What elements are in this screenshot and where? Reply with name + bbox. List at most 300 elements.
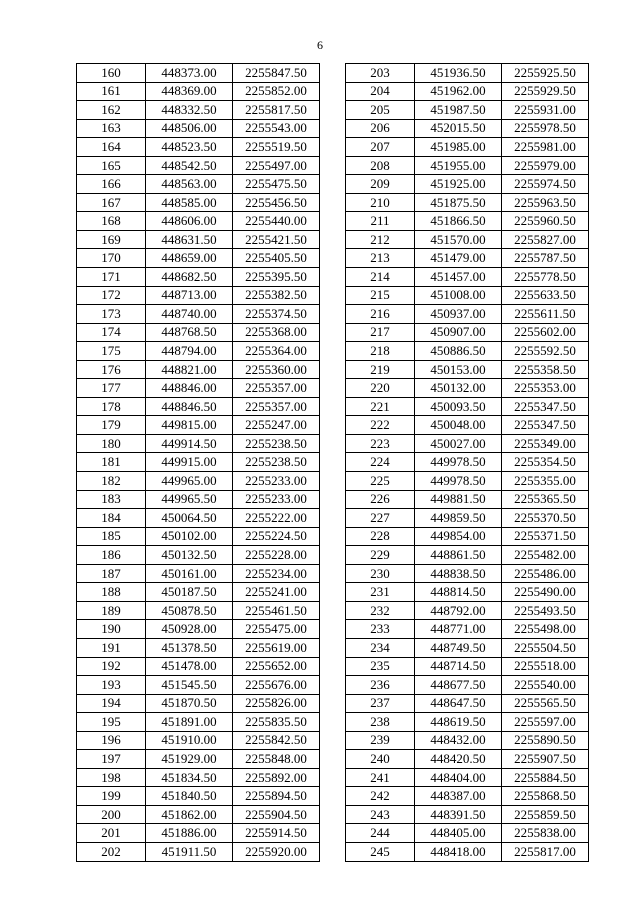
- table-row: [77, 82, 320, 101]
- y-coordinate-cell: 2255518.00: [502, 657, 589, 676]
- x-coordinate-cell: 451955.00: [415, 156, 502, 175]
- x-coordinate-cell: 451910.00: [146, 731, 233, 750]
- table-row: [77, 657, 320, 676]
- y-coordinate-cell: 2255475.00: [233, 620, 320, 639]
- x-coordinate-cell: 448740.00: [146, 305, 233, 324]
- table-row: [346, 138, 589, 157]
- point-number-cell: 184: [77, 509, 146, 528]
- y-coordinate-cell: 2255974.50: [502, 175, 589, 194]
- y-coordinate-cell: 2255960.50: [502, 212, 589, 231]
- table-row: [77, 472, 320, 491]
- x-coordinate-cell: 450886.50: [415, 342, 502, 361]
- point-number-cell: 219: [346, 360, 415, 379]
- y-coordinate-cell: 2255907.50: [502, 750, 589, 769]
- y-coordinate-cell: 2255497.00: [233, 156, 320, 175]
- point-number-cell: 199: [77, 787, 146, 806]
- x-coordinate-cell: 448631.50: [146, 230, 233, 249]
- table-row: [77, 323, 320, 342]
- x-coordinate-cell: 448585.00: [146, 193, 233, 212]
- point-number-cell: 185: [77, 527, 146, 546]
- x-coordinate-cell: 448405.00: [415, 824, 502, 843]
- y-coordinate-cell: 2255371.50: [502, 527, 589, 546]
- x-coordinate-cell: 451457.00: [415, 268, 502, 287]
- x-coordinate-cell: 450928.00: [146, 620, 233, 639]
- point-number-cell: 205: [346, 101, 415, 120]
- coordinates-table-right: [345, 63, 589, 862]
- point-number-cell: 243: [346, 805, 415, 824]
- table-row: [346, 472, 589, 491]
- y-coordinate-cell: 2255238.50: [233, 453, 320, 472]
- x-coordinate-cell: 449915.00: [146, 453, 233, 472]
- x-coordinate-cell: 449978.50: [415, 472, 502, 491]
- table-row: [346, 175, 589, 194]
- y-coordinate-cell: 2255592.50: [502, 342, 589, 361]
- y-coordinate-cell: 2255357.00: [233, 397, 320, 416]
- y-coordinate-cell: 2255842.50: [233, 731, 320, 750]
- x-coordinate-cell: 448647.50: [415, 694, 502, 713]
- table-row: [346, 379, 589, 398]
- y-coordinate-cell: 2255835.50: [233, 713, 320, 732]
- table-row: [77, 713, 320, 732]
- x-coordinate-cell: 451936.50: [415, 64, 502, 83]
- table-row: [77, 453, 320, 472]
- table-row: [346, 305, 589, 324]
- x-coordinate-cell: 449815.00: [146, 416, 233, 435]
- point-number-cell: 245: [346, 842, 415, 861]
- y-coordinate-cell: 2255540.00: [502, 676, 589, 695]
- x-coordinate-cell: 448846.00: [146, 379, 233, 398]
- point-number-cell: 197: [77, 750, 146, 769]
- y-coordinate-cell: 2255493.50: [502, 601, 589, 620]
- y-coordinate-cell: 2255368.00: [233, 323, 320, 342]
- point-number-cell: 191: [77, 638, 146, 657]
- table-row: [77, 360, 320, 379]
- table-row: [346, 842, 589, 861]
- y-coordinate-cell: 2255347.50: [502, 416, 589, 435]
- table-row: [77, 249, 320, 268]
- point-number-cell: 203: [346, 64, 415, 83]
- point-number-cell: 178: [77, 397, 146, 416]
- x-coordinate-cell: 449965.00: [146, 472, 233, 491]
- point-number-cell: 236: [346, 676, 415, 695]
- point-number-cell: 228: [346, 527, 415, 546]
- table-row: [77, 193, 320, 212]
- point-number-cell: 183: [77, 490, 146, 509]
- table-row: [77, 64, 320, 83]
- y-coordinate-cell: 2255981.00: [502, 138, 589, 157]
- y-coordinate-cell: 2255519.50: [233, 138, 320, 157]
- point-number-cell: 190: [77, 620, 146, 639]
- table-row: [346, 212, 589, 231]
- x-coordinate-cell: 448713.00: [146, 286, 233, 305]
- y-coordinate-cell: 2255597.00: [502, 713, 589, 732]
- y-coordinate-cell: 2255353.00: [502, 379, 589, 398]
- table-row: [346, 397, 589, 416]
- table-row: [346, 156, 589, 175]
- point-number-cell: 210: [346, 193, 415, 212]
- y-coordinate-cell: 2255884.50: [502, 768, 589, 787]
- x-coordinate-cell: 451911.50: [146, 842, 233, 861]
- x-coordinate-cell: 451985.00: [415, 138, 502, 157]
- point-number-cell: 218: [346, 342, 415, 361]
- x-coordinate-cell: 450937.00: [415, 305, 502, 324]
- table-row: [346, 546, 589, 565]
- table-row: [77, 564, 320, 583]
- point-number-cell: 207: [346, 138, 415, 157]
- y-coordinate-cell: 2255978.50: [502, 119, 589, 138]
- table-row: [77, 620, 320, 639]
- x-coordinate-cell: 450878.50: [146, 601, 233, 620]
- point-number-cell: 181: [77, 453, 146, 472]
- table-row: [346, 323, 589, 342]
- point-number-cell: 230: [346, 564, 415, 583]
- x-coordinate-cell: 452015.50: [415, 119, 502, 138]
- y-coordinate-cell: 2255233.00: [233, 490, 320, 509]
- x-coordinate-cell: 448861.50: [415, 546, 502, 565]
- x-coordinate-cell: 448420.50: [415, 750, 502, 769]
- y-coordinate-cell: 2255456.50: [233, 193, 320, 212]
- x-coordinate-cell: 451929.00: [146, 750, 233, 769]
- point-number-cell: 186: [77, 546, 146, 565]
- x-coordinate-cell: 451862.00: [146, 805, 233, 824]
- point-number-cell: 208: [346, 156, 415, 175]
- y-coordinate-cell: 2255382.50: [233, 286, 320, 305]
- x-coordinate-cell: 448387.00: [415, 787, 502, 806]
- point-number-cell: 164: [77, 138, 146, 157]
- point-number-cell: 165: [77, 156, 146, 175]
- x-coordinate-cell: 448794.00: [146, 342, 233, 361]
- y-coordinate-cell: 2255238.50: [233, 434, 320, 453]
- y-coordinate-cell: 2255486.00: [502, 564, 589, 583]
- table-row: [346, 82, 589, 101]
- table-row: [346, 768, 589, 787]
- x-coordinate-cell: 451886.00: [146, 824, 233, 843]
- y-coordinate-cell: 2255925.50: [502, 64, 589, 83]
- table-row: [77, 230, 320, 249]
- x-coordinate-cell: 451891.00: [146, 713, 233, 732]
- y-coordinate-cell: 2255838.00: [502, 824, 589, 843]
- table-row: [77, 138, 320, 157]
- y-coordinate-cell: 2255233.00: [233, 472, 320, 491]
- y-coordinate-cell: 2255490.00: [502, 583, 589, 602]
- x-coordinate-cell: 451870.50: [146, 694, 233, 713]
- x-coordinate-cell: 448563.00: [146, 175, 233, 194]
- y-coordinate-cell: 2255228.00: [233, 546, 320, 565]
- table-row: [77, 750, 320, 769]
- table-row: [77, 731, 320, 750]
- x-coordinate-cell: 450102.00: [146, 527, 233, 546]
- point-number-cell: 229: [346, 546, 415, 565]
- point-number-cell: 244: [346, 824, 415, 843]
- x-coordinate-cell: 450132.00: [415, 379, 502, 398]
- x-coordinate-cell: 451545.50: [146, 676, 233, 695]
- y-coordinate-cell: 2255504.50: [502, 638, 589, 657]
- table-row: [77, 601, 320, 620]
- x-coordinate-cell: 448542.50: [146, 156, 233, 175]
- table-row: [346, 286, 589, 305]
- y-coordinate-cell: 2255543.00: [233, 119, 320, 138]
- x-coordinate-cell: 448432.00: [415, 731, 502, 750]
- table-row: [346, 193, 589, 212]
- table-row: [346, 824, 589, 843]
- x-coordinate-cell: 451479.00: [415, 249, 502, 268]
- table-row: [77, 509, 320, 528]
- x-coordinate-cell: 448369.00: [146, 82, 233, 101]
- point-number-cell: 221: [346, 397, 415, 416]
- x-coordinate-cell: 448418.00: [415, 842, 502, 861]
- y-coordinate-cell: 2255929.50: [502, 82, 589, 101]
- x-coordinate-cell: 449854.00: [415, 527, 502, 546]
- x-coordinate-cell: 451866.50: [415, 212, 502, 231]
- point-number-cell: 223: [346, 434, 415, 453]
- table-row: [77, 268, 320, 287]
- table-row: [346, 268, 589, 287]
- y-coordinate-cell: 2255827.00: [502, 230, 589, 249]
- table-row: [77, 787, 320, 806]
- point-number-cell: 232: [346, 601, 415, 620]
- y-coordinate-cell: 2255370.50: [502, 509, 589, 528]
- point-number-cell: 175: [77, 342, 146, 361]
- x-coordinate-cell: 448768.50: [146, 323, 233, 342]
- table-row: [346, 434, 589, 453]
- point-number-cell: 220: [346, 379, 415, 398]
- x-coordinate-cell: 449881.50: [415, 490, 502, 509]
- x-coordinate-cell: 451962.00: [415, 82, 502, 101]
- table-row: [77, 842, 320, 861]
- point-number-cell: 176: [77, 360, 146, 379]
- x-coordinate-cell: 451570.00: [415, 230, 502, 249]
- y-coordinate-cell: 2255894.50: [233, 787, 320, 806]
- y-coordinate-cell: 2255355.00: [502, 472, 589, 491]
- y-coordinate-cell: 2255676.00: [233, 676, 320, 695]
- y-coordinate-cell: 2255358.50: [502, 360, 589, 379]
- table-row: [77, 638, 320, 657]
- coordinates-table-left: [76, 63, 320, 862]
- y-coordinate-cell: 2255904.50: [233, 805, 320, 824]
- x-coordinate-cell: 448792.00: [415, 601, 502, 620]
- table-row: [346, 360, 589, 379]
- y-coordinate-cell: 2255859.50: [502, 805, 589, 824]
- table-row: [77, 805, 320, 824]
- table-row: [77, 286, 320, 305]
- y-coordinate-cell: 2255963.50: [502, 193, 589, 212]
- point-number-cell: 192: [77, 657, 146, 676]
- point-number-cell: 227: [346, 509, 415, 528]
- x-coordinate-cell: 450027.00: [415, 434, 502, 453]
- table-row: [346, 713, 589, 732]
- x-coordinate-cell: 451478.00: [146, 657, 233, 676]
- table-row: [346, 490, 589, 509]
- point-number-cell: 202: [77, 842, 146, 861]
- point-number-cell: 242: [346, 787, 415, 806]
- table-row: [77, 416, 320, 435]
- y-coordinate-cell: 2255817.50: [233, 101, 320, 120]
- point-number-cell: 241: [346, 768, 415, 787]
- point-number-cell: 189: [77, 601, 146, 620]
- x-coordinate-cell: 451834.50: [146, 768, 233, 787]
- page-number: 6: [317, 38, 323, 52]
- point-number-cell: 174: [77, 323, 146, 342]
- y-coordinate-cell: 2255234.00: [233, 564, 320, 583]
- point-number-cell: 214: [346, 268, 415, 287]
- x-coordinate-cell: 448821.00: [146, 360, 233, 379]
- table-row: [346, 583, 589, 602]
- x-coordinate-cell: 448404.00: [415, 768, 502, 787]
- x-coordinate-cell: 448659.00: [146, 249, 233, 268]
- x-coordinate-cell: 448749.50: [415, 638, 502, 657]
- point-number-cell: 240: [346, 750, 415, 769]
- y-coordinate-cell: 2255914.50: [233, 824, 320, 843]
- table-row: [77, 694, 320, 713]
- point-number-cell: 161: [77, 82, 146, 101]
- x-coordinate-cell: 450161.00: [146, 564, 233, 583]
- table-row: [77, 156, 320, 175]
- x-coordinate-cell: 451925.00: [415, 175, 502, 194]
- point-number-cell: 235: [346, 657, 415, 676]
- point-number-cell: 196: [77, 731, 146, 750]
- table-row: [77, 212, 320, 231]
- point-number-cell: 215: [346, 286, 415, 305]
- y-coordinate-cell: 2255395.50: [233, 268, 320, 287]
- y-coordinate-cell: 2255565.50: [502, 694, 589, 713]
- y-coordinate-cell: 2255826.00: [233, 694, 320, 713]
- point-number-cell: 167: [77, 193, 146, 212]
- table-row: [77, 546, 320, 565]
- point-number-cell: 182: [77, 472, 146, 491]
- table-row: [77, 305, 320, 324]
- y-coordinate-cell: 2255354.50: [502, 453, 589, 472]
- y-coordinate-cell: 2255817.00: [502, 842, 589, 861]
- table-row: [77, 434, 320, 453]
- point-number-cell: 206: [346, 119, 415, 138]
- point-number-cell: 173: [77, 305, 146, 324]
- table-row: [346, 101, 589, 120]
- point-number-cell: 212: [346, 230, 415, 249]
- point-number-cell: 169: [77, 230, 146, 249]
- point-number-cell: 204: [346, 82, 415, 101]
- table-row: [346, 601, 589, 620]
- y-coordinate-cell: 2255364.00: [233, 342, 320, 361]
- point-number-cell: 201: [77, 824, 146, 843]
- table-row: [346, 731, 589, 750]
- x-coordinate-cell: 449978.50: [415, 453, 502, 472]
- y-coordinate-cell: 2255374.50: [233, 305, 320, 324]
- table-row: [346, 416, 589, 435]
- point-number-cell: 222: [346, 416, 415, 435]
- table-row: [346, 787, 589, 806]
- table-row: [346, 249, 589, 268]
- y-coordinate-cell: 2255931.00: [502, 101, 589, 120]
- point-number-cell: 213: [346, 249, 415, 268]
- table-row: [77, 379, 320, 398]
- y-coordinate-cell: 2255224.50: [233, 527, 320, 546]
- point-number-cell: 216: [346, 305, 415, 324]
- point-number-cell: 163: [77, 119, 146, 138]
- y-coordinate-cell: 2255405.50: [233, 249, 320, 268]
- point-number-cell: 234: [346, 638, 415, 657]
- point-number-cell: 194: [77, 694, 146, 713]
- table-row: [77, 583, 320, 602]
- x-coordinate-cell: 451008.00: [415, 286, 502, 305]
- point-number-cell: 209: [346, 175, 415, 194]
- y-coordinate-cell: 2255920.00: [233, 842, 320, 861]
- table-row: [77, 342, 320, 361]
- y-coordinate-cell: 2255222.00: [233, 509, 320, 528]
- x-coordinate-cell: 448682.50: [146, 268, 233, 287]
- point-number-cell: 237: [346, 694, 415, 713]
- y-coordinate-cell: 2255787.50: [502, 249, 589, 268]
- x-coordinate-cell: 450153.00: [415, 360, 502, 379]
- table-row: [77, 527, 320, 546]
- table-row: [346, 453, 589, 472]
- table-row: [346, 230, 589, 249]
- x-coordinate-cell: 448838.50: [415, 564, 502, 583]
- point-number-cell: 195: [77, 713, 146, 732]
- point-number-cell: 231: [346, 583, 415, 602]
- table-row: [77, 768, 320, 787]
- y-coordinate-cell: 2255360.00: [233, 360, 320, 379]
- y-coordinate-cell: 2255440.00: [233, 212, 320, 231]
- x-coordinate-cell: 451840.50: [146, 787, 233, 806]
- point-number-cell: 238: [346, 713, 415, 732]
- y-coordinate-cell: 2255365.50: [502, 490, 589, 509]
- y-coordinate-cell: 2255892.00: [233, 768, 320, 787]
- point-number-cell: 162: [77, 101, 146, 120]
- x-coordinate-cell: 450048.00: [415, 416, 502, 435]
- x-coordinate-cell: 451378.50: [146, 638, 233, 657]
- point-number-cell: 225: [346, 472, 415, 491]
- x-coordinate-cell: 450187.50: [146, 583, 233, 602]
- y-coordinate-cell: 2255778.50: [502, 268, 589, 287]
- table-row: [77, 101, 320, 120]
- point-number-cell: 233: [346, 620, 415, 639]
- table-row: [346, 119, 589, 138]
- x-coordinate-cell: 448677.50: [415, 676, 502, 695]
- y-coordinate-cell: 2255247.00: [233, 416, 320, 435]
- x-coordinate-cell: 450093.50: [415, 397, 502, 416]
- table-row: [77, 397, 320, 416]
- table-row: [346, 676, 589, 695]
- table-row: [346, 694, 589, 713]
- x-coordinate-cell: 448506.00: [146, 119, 233, 138]
- x-coordinate-cell: 448391.50: [415, 805, 502, 824]
- x-coordinate-cell: 449914.50: [146, 434, 233, 453]
- x-coordinate-cell: 451875.50: [415, 193, 502, 212]
- x-coordinate-cell: 448814.50: [415, 583, 502, 602]
- table-row: [77, 824, 320, 843]
- x-coordinate-cell: 448714.50: [415, 657, 502, 676]
- y-coordinate-cell: 2255848.00: [233, 750, 320, 769]
- y-coordinate-cell: 2255611.50: [502, 305, 589, 324]
- y-coordinate-cell: 2255347.50: [502, 397, 589, 416]
- point-number-cell: 177: [77, 379, 146, 398]
- y-coordinate-cell: 2255421.50: [233, 230, 320, 249]
- y-coordinate-cell: 2255852.00: [233, 82, 320, 101]
- x-coordinate-cell: 451987.50: [415, 101, 502, 120]
- point-number-cell: 179: [77, 416, 146, 435]
- table-row: [346, 527, 589, 546]
- point-number-cell: 200: [77, 805, 146, 824]
- table-row: [346, 750, 589, 769]
- x-coordinate-cell: 450132.50: [146, 546, 233, 565]
- point-number-cell: 193: [77, 676, 146, 695]
- y-coordinate-cell: 2255475.50: [233, 175, 320, 194]
- table-row: [346, 657, 589, 676]
- x-coordinate-cell: 448619.50: [415, 713, 502, 732]
- y-coordinate-cell: 2255498.00: [502, 620, 589, 639]
- y-coordinate-cell: 2255890.50: [502, 731, 589, 750]
- point-number-cell: 188: [77, 583, 146, 602]
